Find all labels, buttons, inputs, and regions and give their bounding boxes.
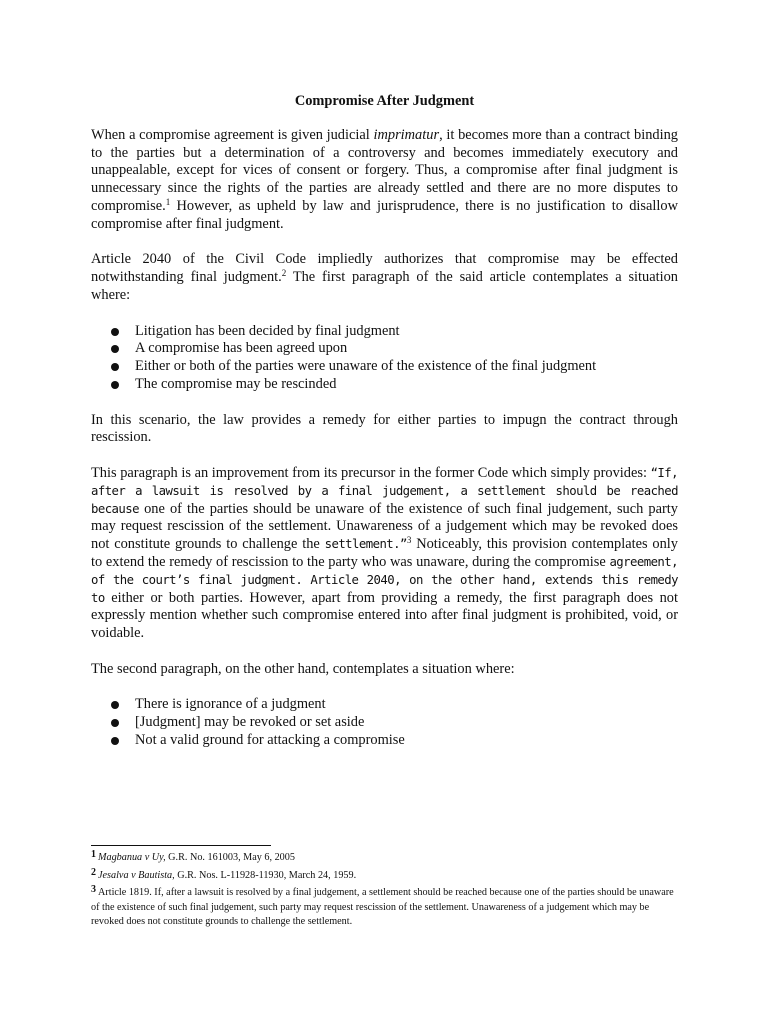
bullet-icon: [111, 737, 119, 745]
list-item-text: Either or both of the parties were unaware of the existence of the final judgment: [135, 358, 597, 375]
bullet-list-2: [91, 696, 678, 749]
list-item: [91, 696, 678, 714]
bullet-list-1: [91, 323, 678, 394]
list-item-text: There is ignorance of a judgment: [135, 696, 326, 713]
paragraph-4-mono-segment: agreement, of the court’s final judgment. Article 2040, on the other hand, extends this remedy to: [91, 554, 678, 605]
bullet-icon: [111, 363, 119, 371]
footnote-ref-1[interactable]: 1: [165, 196, 171, 207]
footnote-case-name: Magbanua v Uy,: [98, 852, 166, 863]
paragraph-4-quote-close: settlement.”: [324, 537, 407, 552]
footnote-3: [91, 886, 678, 930]
footnote-text: G.R. Nos. L-11928-11930, March 24, 1959.: [174, 869, 357, 881]
paragraph-1: [91, 127, 678, 234]
bullet-icon: [111, 701, 119, 709]
paragraph-2: [91, 251, 678, 304]
list-item: [91, 714, 678, 732]
paragraph-4: [91, 465, 678, 643]
paragraph-4-text-d: either or both parties. However, apart from providing a remedy, the first paragraph does not expressly mention whether such compromise entered into after final judgment is prohibited, void, or voidable.: [91, 589, 678, 642]
footnote-number: 1: [91, 849, 96, 860]
paragraph-1-text-c: However, as upheld by law and jurisprudence, there is no justification to disallow compromise after final judgment.: [91, 197, 678, 232]
document-body: [91, 93, 678, 767]
footnote-2: [91, 866, 678, 884]
paragraph-1-text-a: When a compromise agreement is given judicial: [91, 126, 374, 143]
list-item: [91, 340, 678, 358]
footnote-number: 3: [91, 884, 96, 895]
footnote-text: Article 1819. If, after a lawsuit is resolved by a final judgement, a settlement should be reached because one of the parties should be unaware of the existence of such final judgement, such party may request rescission of the settlement. Unawareness of a judgement which may be revoked does not constitute grounds to challenge the settlement.: [91, 887, 674, 927]
list-item: [91, 732, 678, 750]
paragraph-2-text-a: Article 2040 of the Civil Code impliedly authorizes that compromise may be effected notwithstanding final judgment.: [91, 251, 678, 286]
bullet-icon: [111, 328, 119, 336]
paragraph-4-quote-open: “If, after a lawsuit is resolved by a final judgement, a settlement should be reached because: [91, 465, 678, 516]
list-item-text: Not a valid ground for attacking a compromise: [135, 731, 405, 748]
list-item-text: [Judgment] may be revoked or set aside: [135, 714, 365, 731]
footnote-ref-2[interactable]: 2: [281, 268, 287, 279]
footnote-ref-3[interactable]: 3: [406, 535, 412, 546]
footnote-text: G.R. No. 161003, May 6, 2005: [165, 852, 295, 863]
list-item: [91, 376, 678, 394]
footnote-1: [91, 851, 678, 866]
bullet-icon: [111, 719, 119, 727]
footnotes: [91, 851, 678, 933]
page-title: Compromise After Judgment: [294, 93, 475, 109]
bullet-icon: [111, 381, 119, 389]
list-item-text: A compromise has been agreed upon: [135, 340, 348, 357]
footnote-case-name: Jesalva v Bautista,: [98, 869, 175, 881]
paragraph-4-text-a: This paragraph is an improvement from its precursor in the former Code which simply provides:: [91, 464, 651, 481]
bullet-icon: [111, 345, 119, 353]
paragraph-4-text-c: Noticeably, this provision contemplates only to extend the remedy of rescission to the party who was unaware, during the compromise: [91, 536, 679, 570]
footnote-separator: [91, 845, 271, 846]
paragraph-5: The second paragraph, on the other hand, contemplates a situation where:: [91, 660, 515, 677]
paragraph-4-text-b: one of the parties should be unaware of the existence of such final judgement, such party may request rescission of the settlement. Unawareness of a judgement which may be revoked does not constitute grounds to challenge the: [91, 500, 678, 553]
paragraph-1-text-b: , it becomes more than a contract binding to the parties but a determination of a controversy and becomes immediately executory and unappealable, except for vices of consent or forgery. Thus, a compromise after final judgment is unnecessary since the rights of the parties are already settled and there are no more disputes to compromise.: [91, 126, 678, 214]
paragraph-3: In this scenario, the law provides a remedy for either parties to impugn the contract through rescission.: [91, 411, 678, 446]
list-item: [91, 323, 678, 341]
list-item-text: Litigation has been decided by final judgment: [135, 322, 400, 339]
list-item-text: The compromise may be rescinded: [135, 375, 337, 392]
list-item: [91, 358, 678, 376]
paragraph-2-text-b: The first paragraph of the said article contemplates a situation where:: [91, 269, 679, 303]
paragraph-1-italic: imprimatur: [373, 126, 440, 143]
footnote-number: 2: [91, 866, 96, 878]
